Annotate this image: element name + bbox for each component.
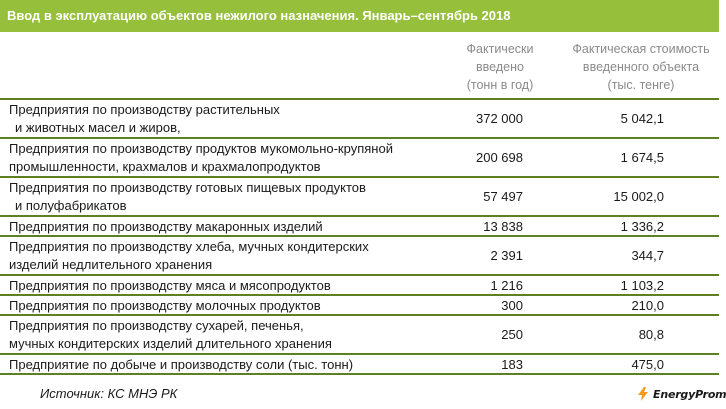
row-label: [9, 317, 459, 353]
row-label-line: промышленности, крахмалов и крахмалопродуктов: [9, 159, 321, 174]
row-label-line: Предприятия по производству растительных: [9, 102, 280, 117]
column-header-quantity: [437, 40, 563, 94]
table-row: [0, 98, 719, 137]
row-label-line: Предприятия по производству сухарей, печенья,: [9, 318, 304, 333]
row-cost-value: 1 103,2: [620, 278, 664, 293]
row-label-line: мучных кондитерских изделий длительного хранения: [9, 336, 332, 351]
table-row: [0, 176, 719, 215]
column-header-cost-line: введенного объекта: [582, 60, 700, 74]
row-label: [9, 277, 459, 295]
table-title: Ввод в эксплуатацию объектов нежилого назначения. Январь–сентябрь 2018: [0, 0, 719, 32]
table-row: [0, 353, 719, 375]
column-header-cost-line: Фактическая стоимость: [572, 42, 710, 56]
table-row: [0, 294, 719, 314]
row-label: [9, 101, 459, 137]
row-cost-value: 344,7: [631, 248, 664, 263]
row-cost-value: 210,0: [631, 298, 664, 313]
row-quantity-value: 250: [501, 327, 523, 342]
row-cost-value: 1 336,2: [620, 219, 664, 234]
row-label-line: и полуфабрикатов: [15, 198, 127, 213]
source-note: Источник: КС МНЭ РК: [40, 386, 178, 401]
column-header-quantity-line: введено: [476, 60, 524, 74]
row-label-line: и животных масел и жиров,: [15, 120, 181, 135]
row-label-line: Предприятия по производству готовых пищевых продуктов: [9, 180, 366, 195]
row-label-line: Предприятие по добыче и производству соли (тыс. тонн): [9, 357, 354, 372]
row-cost-value: 1 674,5: [620, 150, 664, 165]
row-label: [9, 179, 459, 215]
row-quantity-value: 1 216: [490, 278, 523, 293]
row-quantity-value: 372 000: [476, 111, 523, 126]
table-row: [0, 137, 719, 176]
row-label-line: Предприятия по производству продуктов мукомольно-крупяной: [9, 141, 393, 156]
brand-name: EnergyProm: [653, 387, 726, 401]
row-cost-value: 15 002,0: [613, 189, 664, 204]
row-label-line: Предприятия по производству хлеба, мучных кондитерских: [9, 239, 369, 254]
data-table: [0, 98, 719, 375]
row-cost-value: 475,0: [631, 357, 664, 372]
row-label-line: изделий недлительного хранения: [9, 257, 213, 272]
row-label-line: Предприятия по производству мяса и мясопродуктов: [9, 278, 331, 293]
row-quantity-value: 57 497: [483, 189, 523, 204]
row-label: [9, 218, 459, 236]
row-quantity-value: 2 391: [490, 248, 523, 263]
row-label: [9, 238, 459, 274]
row-label-line: Предприятия по производству молочных продуктов: [9, 298, 321, 313]
row-cost-value: 5 042,1: [620, 111, 664, 126]
row-cost-value: 80,8: [638, 327, 664, 342]
row-quantity-value: 300: [501, 298, 523, 313]
row-label: [9, 297, 459, 315]
table-row: [0, 235, 719, 274]
row-label: [9, 140, 459, 176]
row-label-line: Предприятия по производству макаронных изделий: [9, 219, 323, 234]
table-row: [0, 274, 719, 294]
row-label: [9, 356, 459, 374]
column-header-cost: [563, 40, 719, 94]
column-header-quantity-line: Фактически: [466, 42, 534, 56]
column-header-quantity-line: (тонн в год): [466, 78, 534, 92]
brand-logo: [636, 386, 726, 402]
table-row: [0, 215, 719, 235]
column-header-cost-line: (тыс. тенге): [607, 78, 675, 92]
lightning-logo-icon: [636, 387, 650, 401]
row-quantity-value: 183: [501, 357, 523, 372]
row-quantity-value: 200 698: [476, 150, 523, 165]
row-quantity-value: 13 838: [483, 219, 523, 234]
table-row: [0, 314, 719, 353]
